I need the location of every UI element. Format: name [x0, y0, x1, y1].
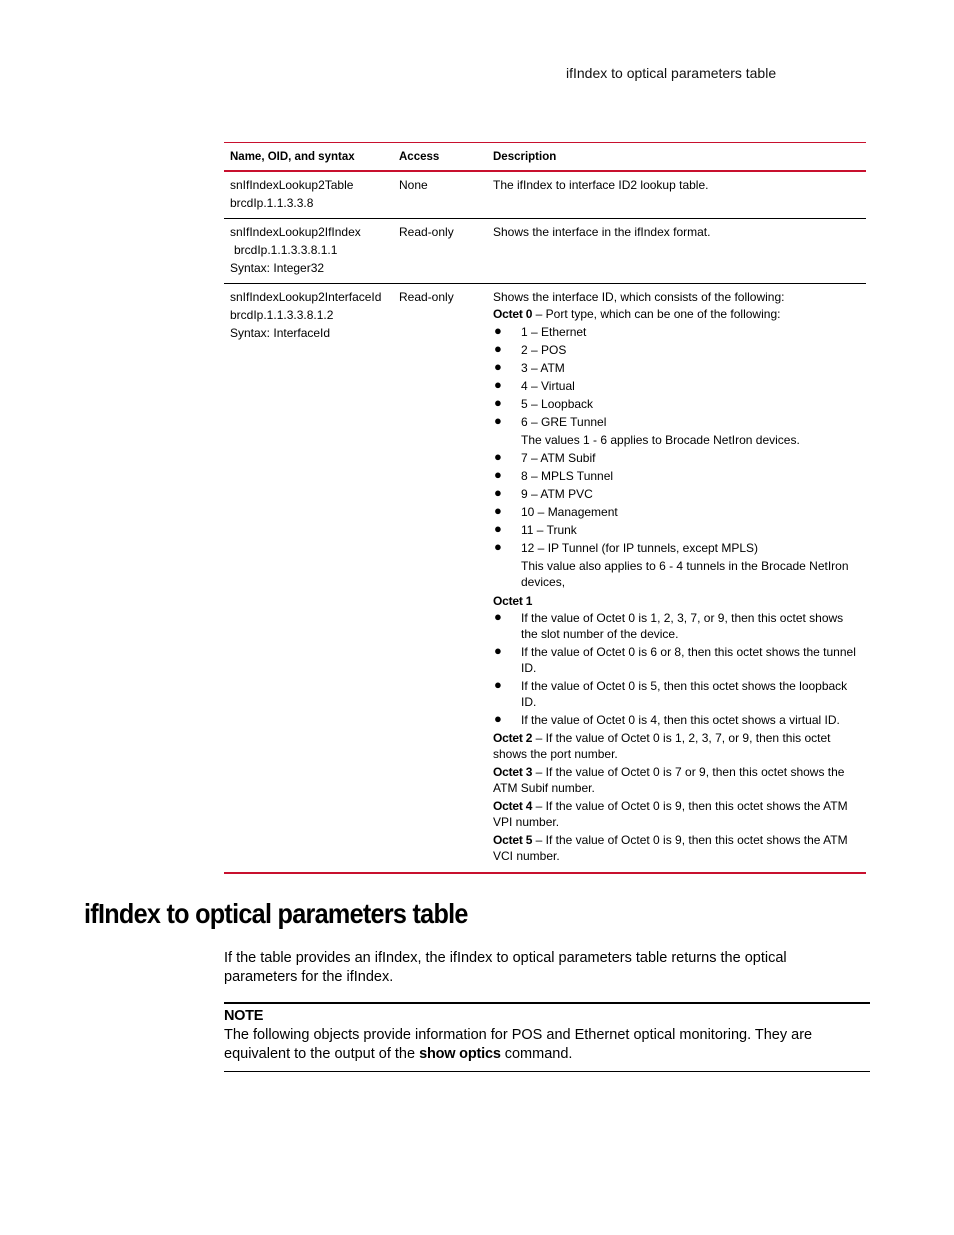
list-item-text: 1 – Ethernet: [521, 325, 587, 339]
list-item-text: 12 – IP Tunnel (for IP tunnels, except MPLS): [521, 541, 759, 555]
octet2-paragraph: [493, 730, 860, 762]
bullet-icon: ●: [494, 609, 502, 624]
octet0-list-b: [493, 450, 860, 556]
list-item: [493, 644, 860, 676]
octet3-paragraph: [493, 764, 860, 796]
note-label: NOTE: [224, 1008, 264, 1024]
description-intro: Shows the interface ID, which consists of the following:: [493, 290, 785, 304]
octet0-label: Octet 0: [493, 307, 533, 321]
octet0-paragraph: [493, 306, 860, 322]
object-oid: brcdIp.1.1.3.3.8.1.1: [234, 243, 338, 257]
list-item-text: 10 – Management: [521, 505, 618, 519]
list-item-text: 6 – GRE Tunnel: [521, 415, 607, 429]
octet5-text: – If the value of Octet 0 is 9, then this octet shows the ATM VCI number.: [493, 833, 848, 863]
list-item: [493, 450, 860, 466]
list-item: [493, 378, 860, 394]
object-syntax: Syntax: InterfaceId: [230, 326, 331, 340]
section-intro: If the table provides an ifIndex, the ifIndex to optical parameters table returns the optical parameters for the ifIndex.: [224, 950, 787, 985]
list-item-text: 5 – Loopback: [521, 397, 594, 411]
column-header-name: Name, OID, and syntax: [230, 150, 355, 163]
octet0-note-a: The values 1 - 6 applies to Brocade NetIron devices.: [521, 433, 800, 447]
octet1-label: Octet 1: [493, 594, 533, 608]
access-cell: Read-only: [399, 290, 454, 304]
access-cell: None: [399, 178, 428, 192]
list-item: [493, 712, 860, 728]
bullet-icon: ●: [494, 485, 502, 500]
column-header-access: Access: [399, 150, 440, 163]
note-box: [224, 1002, 870, 1072]
octet4-text: – If the value of Octet 0 is 9, then this octet shows the ATM VPI number.: [493, 799, 848, 829]
bullet-icon: ●: [494, 521, 502, 536]
list-item: [493, 396, 860, 412]
section-title: ifIndex to optical parameters table: [84, 898, 468, 929]
object-cell: [224, 219, 399, 283]
bullet-icon: ●: [494, 711, 502, 726]
list-item: [493, 342, 860, 358]
bullet-icon: ●: [494, 467, 502, 482]
object-name: snIfIndexLookup2Table: [230, 178, 354, 192]
object-name: snIfIndexLookup2InterfaceId: [230, 290, 382, 304]
note-text-after: command.: [500, 1046, 573, 1062]
object-cell: [224, 284, 399, 872]
bullet-icon: ●: [494, 395, 502, 410]
octet1-list: [493, 610, 860, 728]
bullet-icon: ●: [494, 677, 502, 692]
list-item-text: 11 – Trunk: [521, 523, 577, 537]
object-oid: brcdIp.1.1.3.3.8.1.2: [230, 308, 334, 322]
object-name: snIfIndexLookup2IfIndex: [230, 225, 361, 239]
octet5-paragraph: [493, 832, 860, 864]
column-header-description: Description: [493, 150, 557, 163]
bullet-icon: ●: [494, 377, 502, 392]
mib-object-table: [224, 142, 866, 874]
bullet-icon: ●: [494, 413, 502, 428]
list-item-text: If the value of Octet 0 is 5, then this octet shows the loopback ID.: [521, 679, 848, 709]
list-item-text: If the value of Octet 0 is 4, then this octet shows a virtual ID.: [521, 713, 840, 727]
table-header-row: [224, 143, 866, 172]
octet5-label: Octet 5: [493, 833, 533, 847]
bullet-icon: ●: [494, 503, 502, 518]
note-command: show optics: [419, 1046, 501, 1062]
running-header: ifIndex to optical parameters table: [566, 65, 777, 81]
list-item: [493, 360, 860, 376]
description-cell: Shows the interface in the ifIndex format.: [493, 225, 711, 239]
list-item: [493, 414, 860, 430]
list-item: [493, 324, 860, 340]
octet4-paragraph: [493, 798, 860, 830]
list-item-text: If the value of Octet 0 is 6 or 8, then this octet shows the tunnel ID.: [521, 645, 856, 675]
table-row: [224, 283, 866, 872]
note-text-before: The following objects provide information for POS and Ethernet optical monitoring. They are equivalent to the output of the: [224, 1027, 813, 1062]
octet3-label: Octet 3: [493, 765, 533, 779]
bullet-icon: ●: [494, 449, 502, 464]
list-item-text: If the value of Octet 0 is 1, 2, 3, 7, or 9, then this octet shows the slot number of the device.: [521, 611, 844, 641]
octet0-text: – Port type, which can be one of the following:: [532, 307, 781, 321]
list-item-text: 2 – POS: [521, 343, 567, 357]
list-item: [493, 610, 860, 642]
description-cell: The ifIndex to interface ID2 lookup table.: [493, 178, 709, 192]
list-item-text: 7 – ATM Subif: [521, 451, 596, 465]
description-cell: [493, 284, 866, 872]
bullet-icon: ●: [494, 539, 502, 554]
object-oid: brcdIp.1.1.3.3.8: [230, 196, 314, 210]
octet0-note-b: This value also applies to 6 - 4 tunnels in the Brocade NetIron devices,: [521, 559, 849, 589]
list-item: [493, 486, 860, 502]
list-item: [493, 522, 860, 538]
object-cell: [224, 172, 399, 218]
octet0-list-a: [493, 324, 860, 430]
list-item: [493, 678, 860, 710]
access-cell: Read-only: [399, 225, 454, 239]
list-item: [493, 504, 860, 520]
list-item: [493, 468, 860, 484]
octet4-label: Octet 4: [493, 799, 533, 813]
bullet-icon: ●: [494, 341, 502, 356]
octet2-text: – If the value of Octet 0 is 1, 2, 3, 7, or 9, then this octet shows the port number.: [493, 731, 831, 761]
octet3-text: – If the value of Octet 0 is 7 or 9, then this octet shows the ATM Subif number.: [493, 765, 845, 795]
list-item-text: 9 – ATM PVC: [521, 487, 593, 501]
list-item-text: 4 – Virtual: [521, 379, 575, 393]
list-item: [493, 540, 860, 556]
bullet-icon: ●: [494, 643, 502, 658]
bullet-icon: ●: [494, 323, 502, 338]
object-syntax: Syntax: Integer32: [230, 261, 325, 275]
table-row: [224, 218, 866, 283]
list-item-text: 3 – ATM: [521, 361, 565, 375]
bullet-icon: ●: [494, 359, 502, 374]
octet2-label: Octet 2: [493, 731, 533, 745]
table-row: [224, 172, 866, 218]
list-item-text: 8 – MPLS Tunnel: [521, 469, 614, 483]
